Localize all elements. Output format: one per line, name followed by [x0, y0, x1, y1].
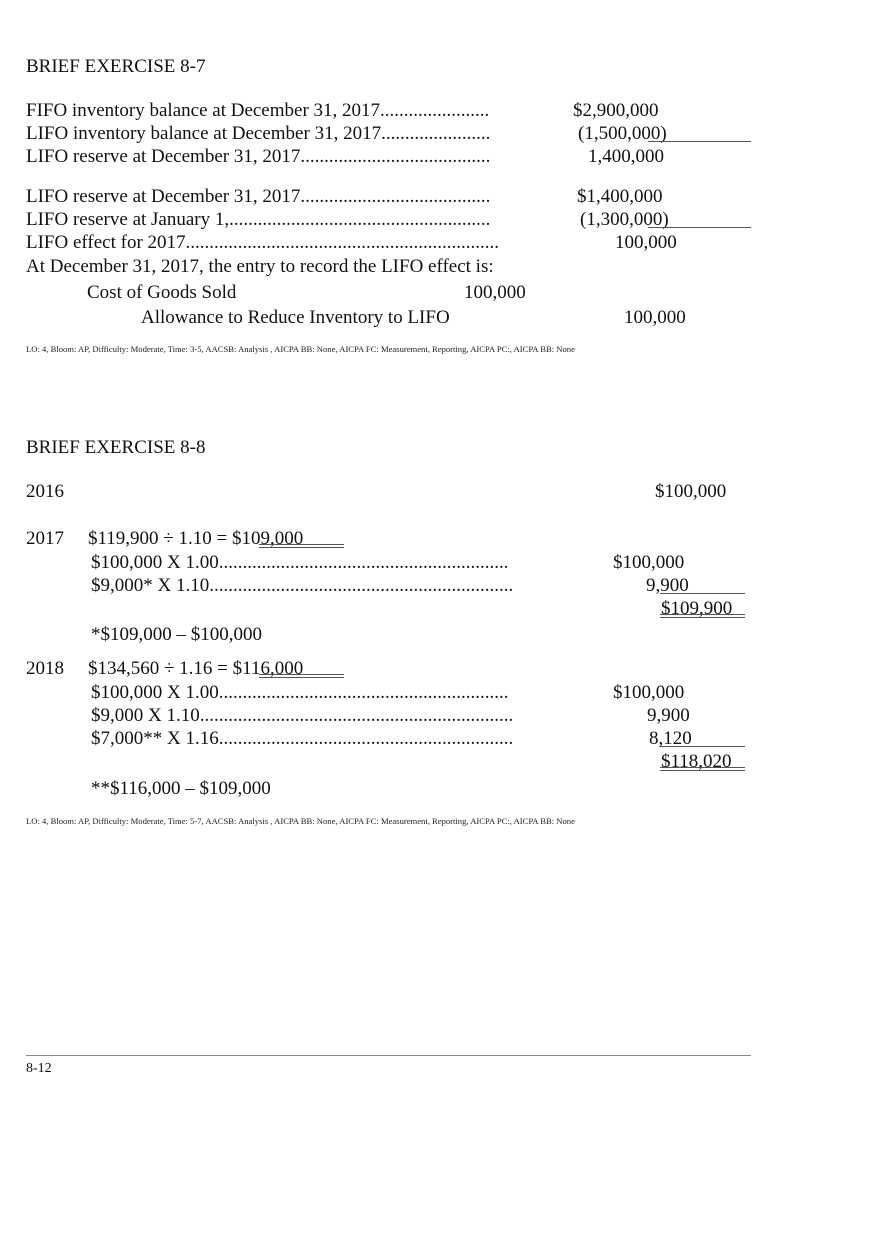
year-amount: $100,000: [655, 481, 727, 502]
total: $109,900: [661, 598, 733, 619]
row-label: LIFO effect for 2017..................................................................: [26, 232, 500, 253]
entry-credit-amount: 100,000: [624, 307, 686, 328]
row-label: LIFO reserve at December 31, 2017........................................: [26, 186, 491, 207]
underline: [660, 593, 745, 594]
underline: [648, 227, 751, 228]
row-amount: 100,000: [615, 232, 677, 253]
double-underline: [660, 767, 745, 771]
double-underline: [259, 674, 344, 678]
year-label: 2018: [26, 658, 64, 679]
underline: [660, 746, 745, 747]
year-label: 2016: [26, 481, 64, 502]
lo-note: LO: 4, Bloom: AP, Difficulty: Moderate, Time: 3-5, AACSB: Analysis , AICPA BB: None, AICPA FC: Measurement, Reporting, AICPA PC:, AICPA BB: None: [26, 344, 575, 354]
entry-debit-account: Cost of Goods Sold: [87, 282, 237, 303]
row-amount: 1,400,000: [588, 146, 664, 167]
double-underline: [660, 614, 745, 618]
row-label: $9,000* X 1.10................................................................: [91, 575, 514, 596]
row-amount: (1,500,000): [578, 123, 667, 144]
year-label: 2017: [26, 528, 64, 549]
heading-brief-exercise-8-7: BRIEF EXERCISE 8-7: [26, 56, 206, 77]
row-label: $100,000 X 1.00.............................................................: [91, 552, 509, 573]
row-label: FIFO inventory balance at December 31, 2017.......................: [26, 100, 490, 121]
row-amount: $100,000: [613, 552, 685, 573]
row-label: LIFO reserve at January 1,.......................................................: [26, 209, 491, 230]
row-label: $7,000** X 1.16..............................................................: [91, 728, 514, 749]
footer-divider: [26, 1055, 751, 1056]
entry-credit-account: Allowance to Reduce Inventory to LIFO: [141, 307, 450, 328]
calc: $134,560 ÷ 1.16 = $116,000: [88, 658, 304, 679]
row-amount: 9,900: [647, 705, 690, 726]
row-amount: $1,400,000: [577, 186, 663, 207]
row-amount: 8,120: [649, 728, 692, 749]
underline: [648, 141, 751, 142]
calc: $119,900 ÷ 1.10 = $109,000: [88, 528, 304, 549]
row-amount: 9,900: [646, 575, 689, 596]
row-label: $9,000 X 1.10..................................................................: [91, 705, 514, 726]
footnote: **$116,000 – $109,000: [91, 778, 271, 799]
entry-debit-amount: 100,000: [464, 282, 526, 303]
heading-brief-exercise-8-8: BRIEF EXERCISE 8-8: [26, 437, 206, 458]
row-amount: (1,300,000): [580, 209, 669, 230]
row-label: LIFO inventory balance at December 31, 2017.......................: [26, 123, 491, 144]
page-number: 8-12: [26, 1061, 52, 1076]
row-label: $100,000 X 1.00.............................................................: [91, 682, 509, 703]
row-amount: $2,900,000: [573, 100, 659, 121]
row-label: LIFO reserve at December 31, 2017........................................: [26, 146, 491, 167]
double-underline: [259, 544, 344, 548]
entry-intro: At December 31, 2017, the entry to record the LIFO effect is:: [26, 256, 494, 277]
total: $118,020: [661, 751, 732, 772]
row-amount: $100,000: [613, 682, 685, 703]
lo-note: LO: 4, Bloom: AP, Difficulty: Moderate, Time: 5-7, AACSB: Analysis , AICPA BB: None, AICPA FC: Measurement, Reporting, AICPA PC:, AICPA BB: None: [26, 816, 575, 826]
footnote: *$109,000 – $100,000: [91, 624, 262, 645]
